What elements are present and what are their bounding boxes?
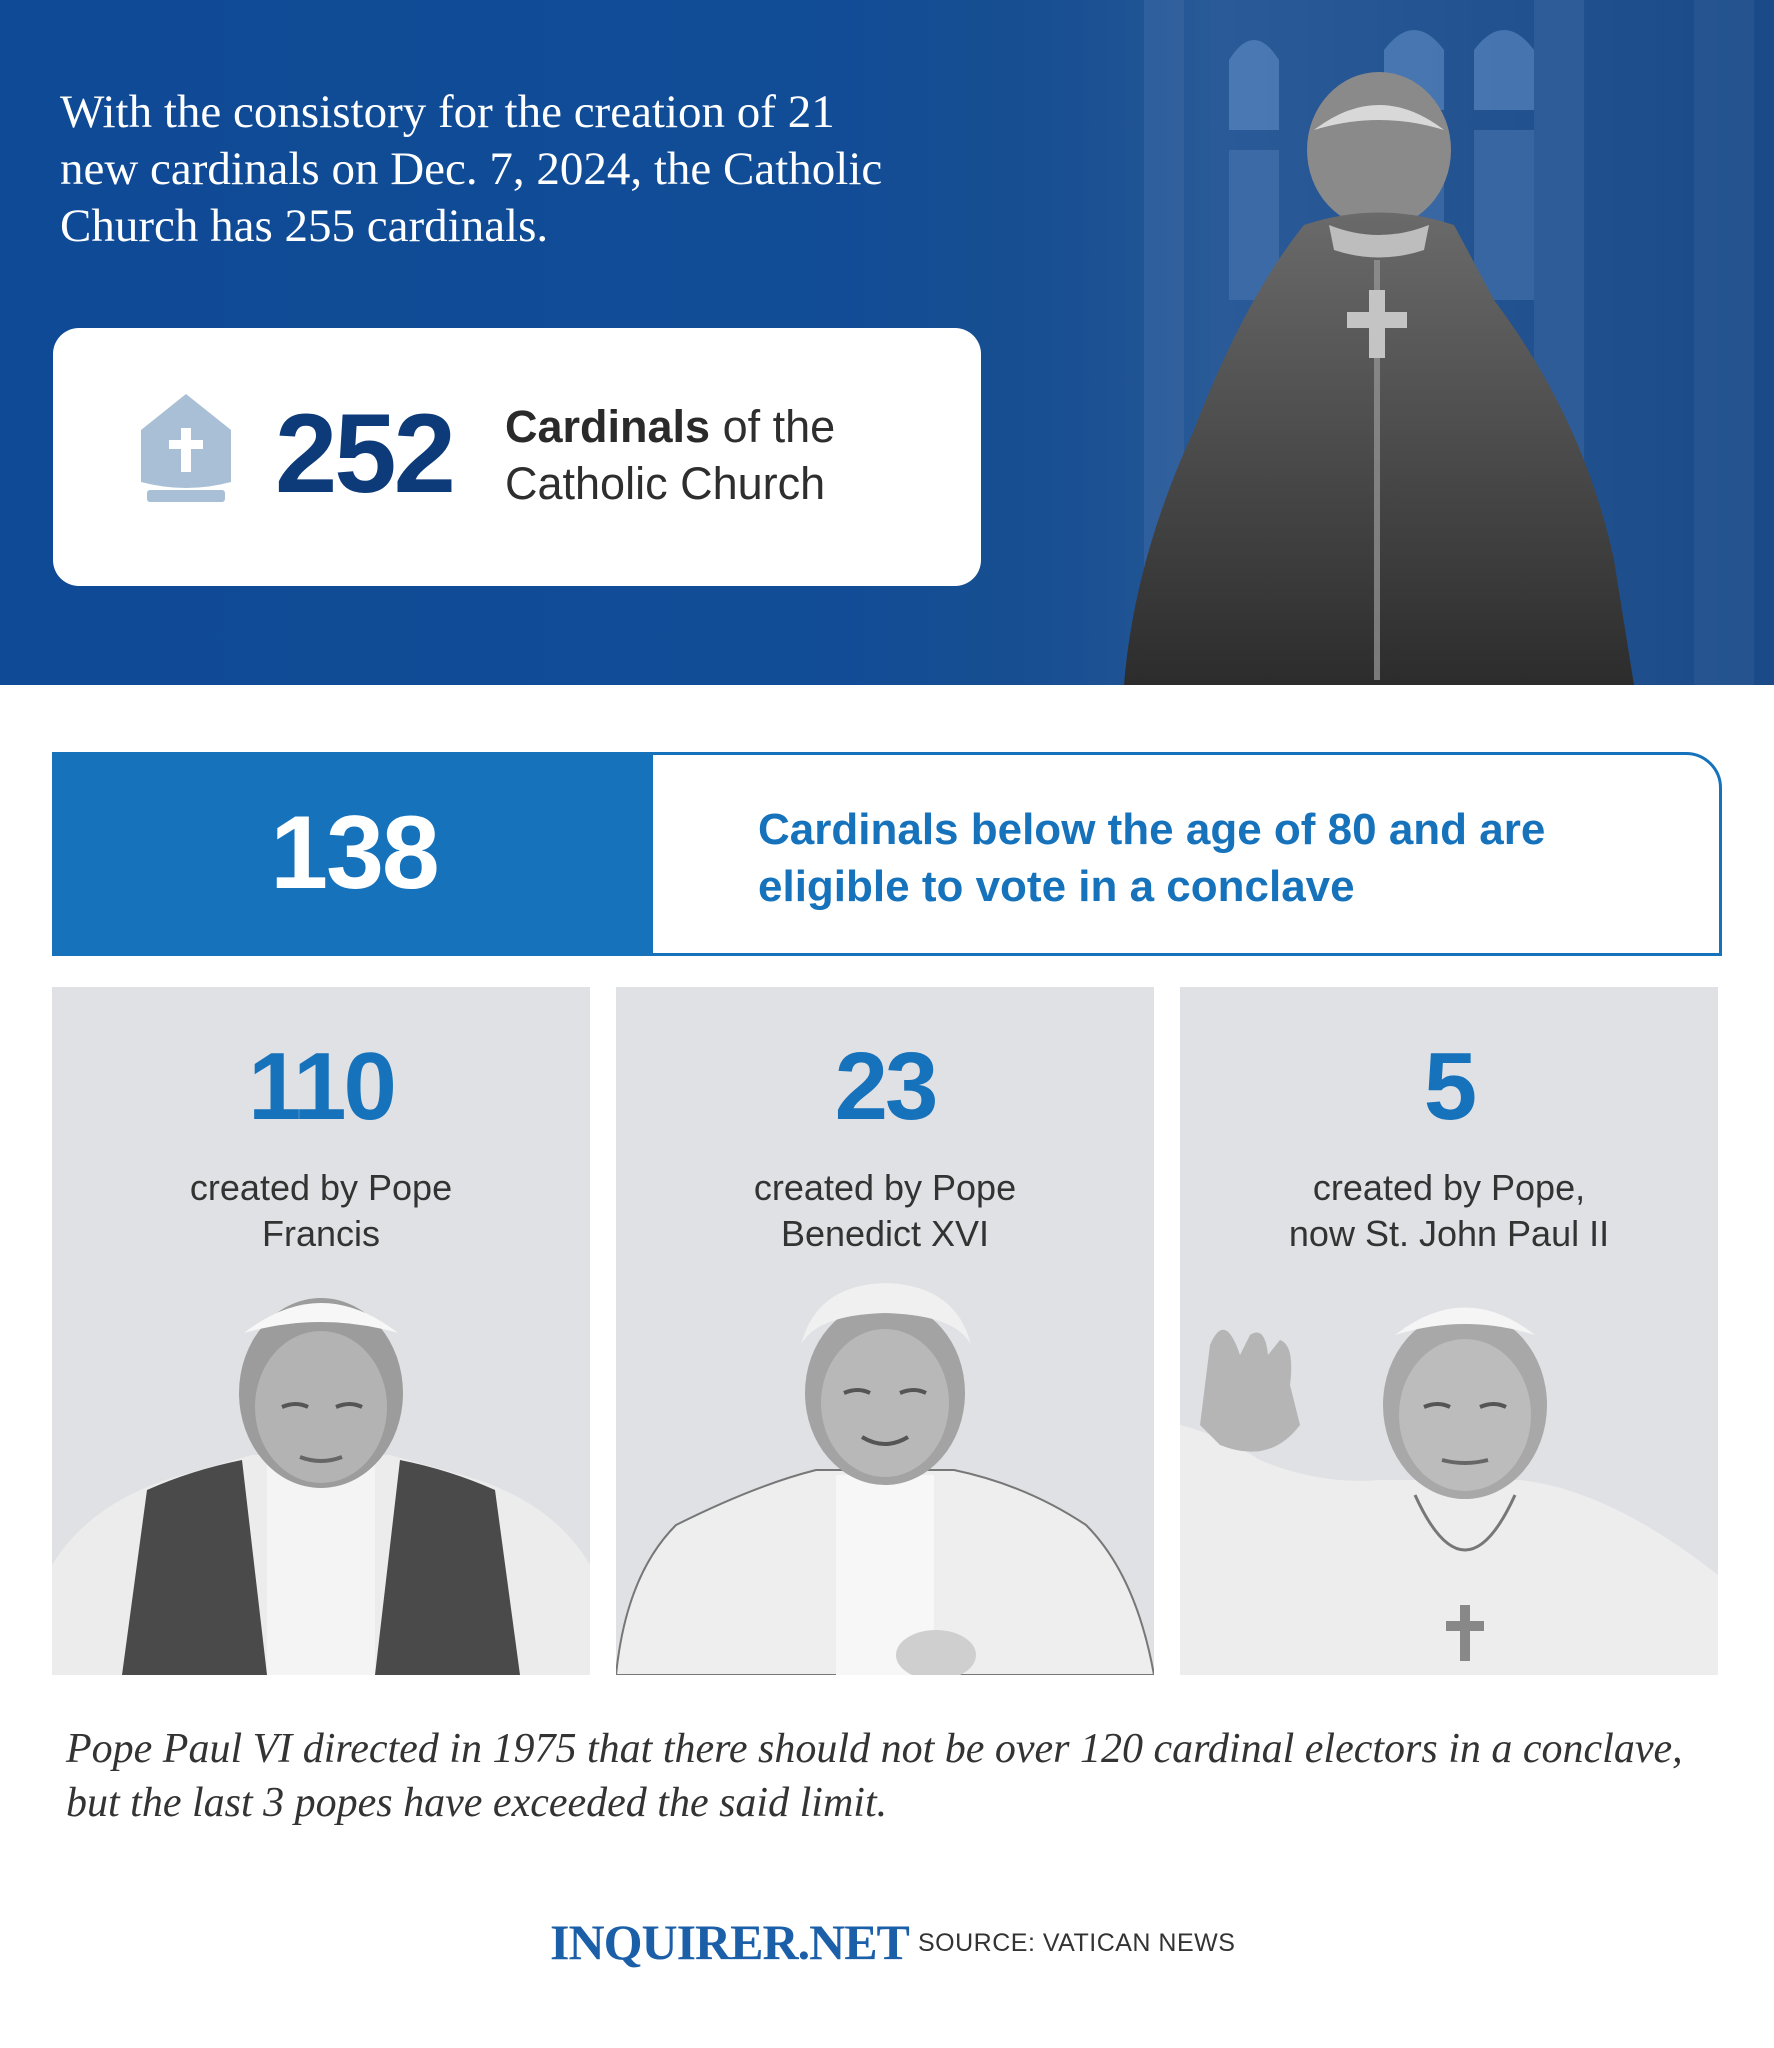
pope-count: 5 [1423, 1033, 1475, 1140]
total-label-rest-1: of the [710, 401, 836, 452]
pope-desc-line1: created by Pope [753, 1167, 1017, 1208]
pope-card-francis [52, 987, 590, 1675]
pope-john-paul-photo [1180, 1275, 1718, 1675]
pope-desc-line2: Benedict XVI [780, 1213, 990, 1254]
pope-desc-line1: created by Pope, [1312, 1167, 1586, 1208]
total-label-bold: Cardinals [505, 401, 711, 452]
pope-description [616, 1165, 1154, 1257]
intro-text: With the consistory for the creation of 21 new cardinals on Dec. 7, 2024, the Catholic Church has 255 cardinals. [60, 86, 883, 252]
electors-banner [52, 752, 1722, 956]
pope-card-john-paul [1180, 987, 1718, 1675]
pope-description [52, 1165, 590, 1257]
pope-desc-line1: created by Pope [189, 1167, 453, 1208]
mitre-icon [133, 390, 239, 518]
pope-desc-line2: now St. John Paul II [1288, 1213, 1610, 1254]
pope-benedict-photo [616, 1275, 1154, 1675]
total-label-rest-2: Catholic Church [505, 458, 826, 509]
pope-card-benedict [616, 987, 1154, 1675]
pope-count: 110 [248, 1033, 394, 1140]
cathedral-background-image [974, 0, 1774, 685]
pope-desc-line2: Francis [261, 1213, 381, 1254]
electors-description: Cardinals below the age of 80 and are eligible to vote in a conclave [758, 805, 1546, 911]
total-cardinals-label [505, 398, 965, 512]
electors-number-box [55, 755, 653, 953]
hero-banner [0, 0, 1774, 685]
electors-number: 138 [270, 795, 438, 911]
footer [0, 1912, 1774, 1972]
total-cardinals-card [53, 328, 981, 586]
total-cardinals-number: 252 [275, 391, 453, 516]
source-credit: SOURCE: VATICAN NEWS [918, 1929, 1236, 1957]
inquirer-logo: INQUIRER.NET [550, 1914, 909, 1970]
pope-francis-photo [52, 1275, 590, 1675]
pope-description [1180, 1165, 1718, 1257]
footnote-text: Pope Paul VI directed in 1975 that there should not be over 120 cardinal electors in a conclave, but the last 3 popes have exceeded the said limit. [66, 1726, 1683, 1826]
pope-count: 23 [834, 1033, 936, 1140]
